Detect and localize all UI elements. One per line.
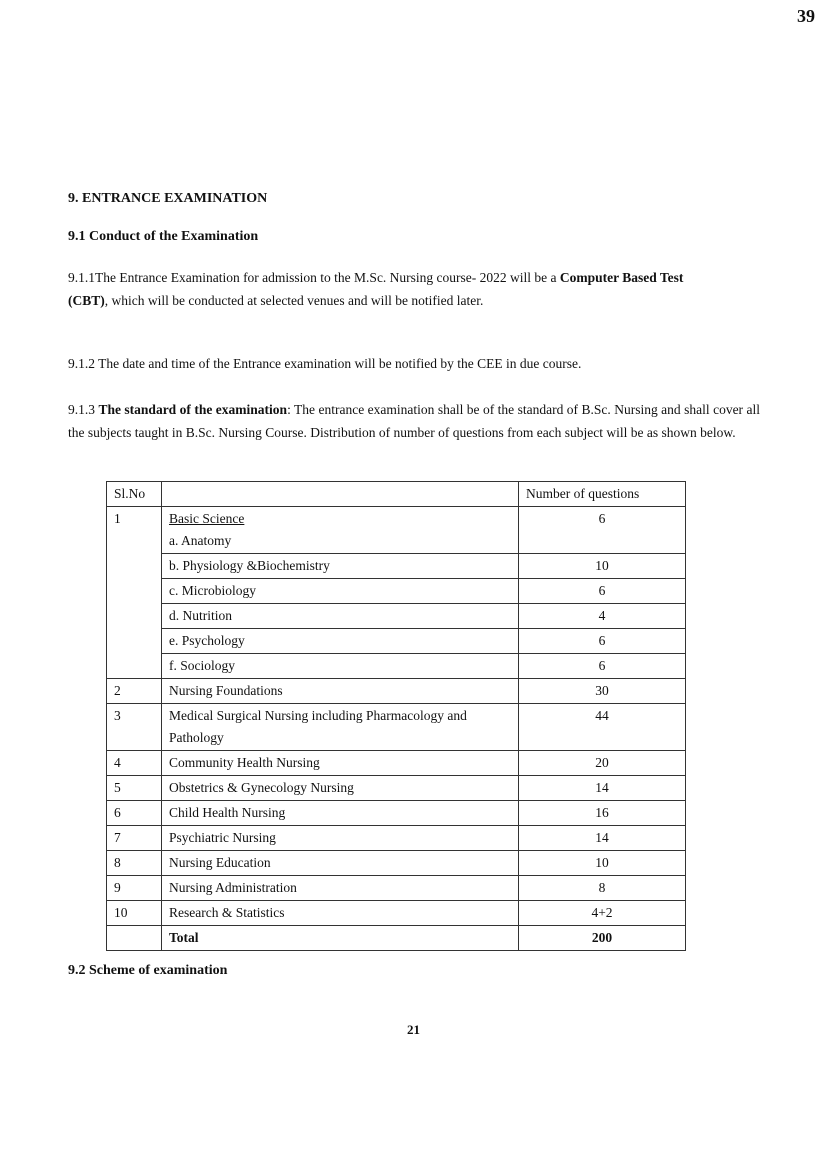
group1-title: Basic Science — [169, 511, 245, 526]
table-row — [107, 704, 686, 751]
header-subject — [162, 482, 519, 507]
group1-row0-count: 6 — [519, 507, 686, 554]
group1-row5-count: 6 — [519, 654, 686, 679]
row-slno: 8 — [107, 851, 162, 876]
row-slno: 4 — [107, 751, 162, 776]
subsection-heading-9-2: 9.2 Scheme of examination — [68, 963, 228, 978]
paragraph-9-1-2: 9.1.2 The date and time of the Entrance examination will be notified by the CEE in due course. — [68, 356, 582, 371]
table-row — [107, 876, 686, 901]
paragraph-9-1-1 — [68, 266, 708, 312]
group1-row2-count: 6 — [519, 579, 686, 604]
group1-row4-count: 6 — [519, 629, 686, 654]
row-slno: 6 — [107, 801, 162, 826]
group1-row2-subject: c. Microbiology — [162, 579, 519, 604]
question-distribution-table — [106, 481, 686, 951]
row-slno: 9 — [107, 876, 162, 901]
subsection-heading-9-1: 9.1 Conduct of the Examination — [68, 229, 259, 244]
group1-row3-subject: d. Nutrition — [162, 604, 519, 629]
group1-row1-subject: b. Physiology &Biochemistry — [162, 554, 519, 579]
table-row — [107, 776, 686, 801]
total-label: Total — [162, 926, 519, 951]
header-count: Number of questions — [519, 482, 686, 507]
total-slno — [107, 926, 162, 951]
group1-row5-subject: f. Sociology — [162, 654, 519, 679]
paragraph-9-1-3-lead: 9.1.3 — [68, 402, 99, 417]
row-subject: Nursing Administration — [162, 876, 519, 901]
group1-row1-count: 10 — [519, 554, 686, 579]
row-count: 8 — [519, 876, 686, 901]
table-total-row — [107, 926, 686, 951]
row-count: 10 — [519, 851, 686, 876]
group1-subject-cell — [162, 507, 519, 554]
table-row — [107, 901, 686, 926]
header-slno: Sl.No — [107, 482, 162, 507]
group1-slno: 1 — [107, 507, 162, 679]
table-row — [107, 554, 686, 579]
paragraph-9-1-1-lead: 9.1.1The Entrance Examination for admission to the M.Sc. Nursing course- 2022 will be a — [68, 270, 557, 285]
row-subject: Obstetrics & Gynecology Nursing — [162, 776, 519, 801]
paragraph-9-1-3-bold: The standard of the examination — [98, 402, 288, 417]
table-row — [107, 604, 686, 629]
row-count: 20 — [519, 751, 686, 776]
paragraph-9-1-1-rest: , which will be conducted at selected venues and will be notified later. — [104, 293, 484, 308]
row-subject: Medical Surgical Nursing including Pharmacology and Pathology — [162, 704, 519, 751]
table-row — [107, 826, 686, 851]
row-slno: 7 — [107, 826, 162, 851]
table-row — [107, 851, 686, 876]
group1-row4-subject: e. Psychology — [162, 629, 519, 654]
table-row — [107, 679, 686, 704]
table-row — [107, 507, 686, 554]
row-count: 30 — [519, 679, 686, 704]
paragraph-9-1-3 — [68, 398, 760, 444]
row-count: 4+2 — [519, 901, 686, 926]
row-subject: Nursing Foundations — [162, 679, 519, 704]
table-row — [107, 801, 686, 826]
group1-row3-count: 4 — [519, 604, 686, 629]
row-count: 14 — [519, 776, 686, 801]
footer-page-number: 21 — [407, 1022, 420, 1037]
row-subject: Psychiatric Nursing — [162, 826, 519, 851]
section-heading: 9. ENTRANCE EXAMINATION — [68, 191, 268, 206]
table-row — [107, 579, 686, 604]
table-row — [107, 629, 686, 654]
row-subject: Nursing Education — [162, 851, 519, 876]
row-slno: 3 — [107, 704, 162, 751]
table-row — [107, 654, 686, 679]
row-slno: 10 — [107, 901, 162, 926]
row-count: 44 — [519, 704, 686, 751]
corner-page-number: 39 — [797, 6, 815, 26]
row-count: 14 — [519, 826, 686, 851]
paragraph-9-1-3-rest: : The entrance examination shall be of the standard of B.Sc. Nursing and shall cover all the subjects taught in B.Sc. Nursing Course. Distribution of number of questions from each subject will be as shown below. — [68, 402, 761, 440]
row-slno: 5 — [107, 776, 162, 801]
row-subject: Community Health Nursing — [162, 751, 519, 776]
table-header-row — [107, 482, 686, 507]
row-count: 16 — [519, 801, 686, 826]
row-subject: Research & Statistics — [162, 901, 519, 926]
row-slno: 2 — [107, 679, 162, 704]
table-row — [107, 751, 686, 776]
row-subject: Child Health Nursing — [162, 801, 519, 826]
group1-row0-subject: a. Anatomy — [169, 533, 232, 548]
total-count: 200 — [519, 926, 686, 951]
paragraph-9-1-1-bold: Computer Based Test (CBT) — [68, 270, 684, 308]
